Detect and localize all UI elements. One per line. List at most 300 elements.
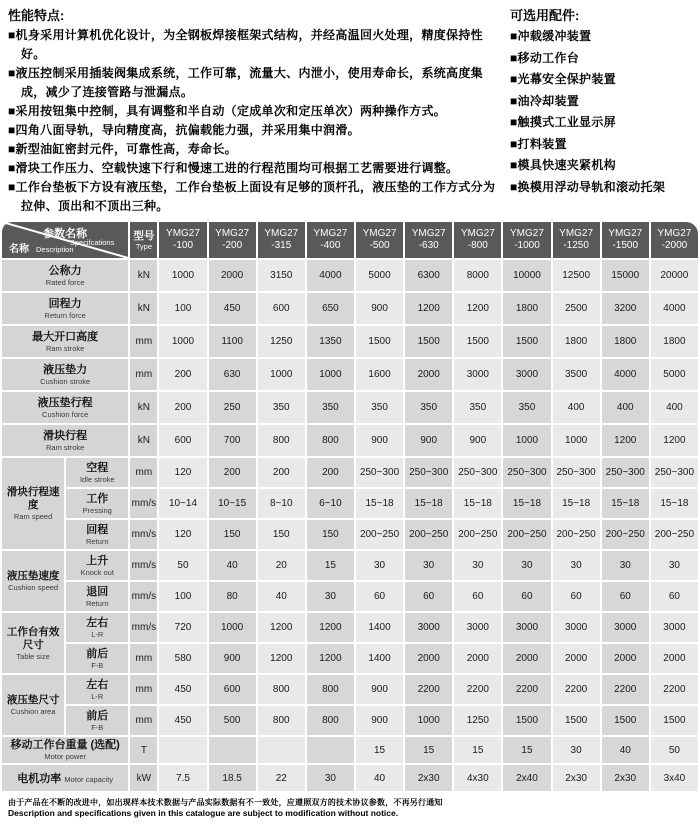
value-cell: 200~250 <box>553 520 600 549</box>
model-header <box>307 222 354 258</box>
value-cell: 3000 <box>602 613 649 642</box>
value-cell: 1400 <box>356 613 403 642</box>
value-cell: 350 <box>454 392 501 423</box>
value-cell: 40 <box>356 765 403 791</box>
model-prefix: YMG27 <box>559 228 594 239</box>
value-cell: 900 <box>356 706 403 735</box>
value-cell <box>258 737 305 763</box>
value-cell: 1000 <box>307 359 354 390</box>
table-row <box>2 582 698 611</box>
value-cell: 2500 <box>553 293 600 324</box>
value-cell: 6~10 <box>307 489 354 518</box>
value-cell: 800 <box>258 706 305 735</box>
value-cell: 15~18 <box>356 489 403 518</box>
value-cell: 7.5 <box>159 765 206 791</box>
row-label <box>66 458 128 487</box>
value-cell: 15 <box>503 737 550 763</box>
row-label <box>66 582 128 611</box>
value-cell: 1500 <box>651 706 698 735</box>
value-cell: 120 <box>159 520 206 549</box>
unit-cell: mm <box>130 359 157 390</box>
value-cell: 60 <box>454 582 501 611</box>
row-label <box>66 551 128 580</box>
row-label <box>66 520 128 549</box>
table-row <box>2 326 698 357</box>
unit-cell: mm/s <box>130 489 157 518</box>
value-cell: 1800 <box>503 293 550 324</box>
table-row <box>2 458 698 487</box>
value-cell: 450 <box>209 293 256 324</box>
value-cell: 2x30 <box>553 765 600 791</box>
value-cell: 1500 <box>405 326 452 357</box>
value-cell: 1800 <box>651 326 698 357</box>
value-cell: 450 <box>159 675 206 704</box>
model-size: -100 <box>172 240 193 251</box>
model-header <box>258 222 305 258</box>
model-header <box>651 222 698 258</box>
value-cell: 350 <box>258 392 305 423</box>
value-cell: 15000 <box>602 260 649 291</box>
value-cell: 1000 <box>405 706 452 735</box>
model-size: -1000 <box>514 240 540 251</box>
feature-item: ■滑块工作压力、空载快速下行和慢速工进的行程范围均可根据工艺需要进行调整。 <box>8 161 459 175</box>
value-cell: 1500 <box>602 706 649 735</box>
value-cell: 2x30 <box>602 765 649 791</box>
row-label-en: Cushion force <box>42 409 89 419</box>
value-cell: 200 <box>307 458 354 487</box>
value-cell: 1200 <box>602 425 649 456</box>
value-cell: 40 <box>209 551 256 580</box>
feature-item: ■工作台垫板下方设有液压垫，工作台垫板上面设有足够的顶杆孔，液压垫的工作方式分为拉伸、顶出和不顶出三种。 <box>8 180 496 213</box>
value-cell: 150 <box>258 520 305 549</box>
unit-cell: kN <box>130 392 157 423</box>
footer-note-en: Description and specifications given in this catalogue are subject to modification without notice. <box>8 808 399 818</box>
value-cell: 100 <box>159 293 206 324</box>
value-cell: 200~250 <box>651 520 698 549</box>
value-cell: 120 <box>159 458 206 487</box>
value-cell: 800 <box>307 706 354 735</box>
row-label-en: F-B <box>91 722 104 732</box>
model-prefix: YMG27 <box>510 228 544 239</box>
value-cell: 2000 <box>209 260 256 291</box>
value-cell: 15 <box>405 737 452 763</box>
value-cell: 6300 <box>405 260 452 291</box>
value-cell: 250~300 <box>405 458 452 487</box>
value-cell: 30 <box>651 551 698 580</box>
row-label-en: Pressing <box>82 505 112 515</box>
accessories-title: 可选用配件: <box>510 8 580 23</box>
value-cell: 450 <box>159 706 206 735</box>
row-label <box>2 326 128 357</box>
row-label-zh: 上升 <box>86 554 109 567</box>
group-label-zh: 工作台有效尺寸 <box>6 625 60 651</box>
model-size: -200 <box>222 240 243 251</box>
value-cell: 1500 <box>454 326 501 357</box>
value-cell: 12500 <box>553 260 600 291</box>
model-size: -500 <box>369 240 390 251</box>
value-cell: 30 <box>356 551 403 580</box>
model-header <box>159 222 206 258</box>
row-label-zh: 最大开口高度 <box>32 330 99 343</box>
features-section <box>8 6 496 216</box>
value-cell: 900 <box>405 425 452 456</box>
unit-cell: mm/s <box>130 582 157 611</box>
group-label-zh: 液压垫速度 <box>6 570 60 582</box>
value-cell: 200 <box>209 458 256 487</box>
row-label <box>66 644 128 673</box>
group-label-en: Ram speed <box>13 512 53 521</box>
model-prefix: YMG27 <box>460 228 495 239</box>
row-label-zh: 左右 <box>86 678 109 691</box>
value-cell <box>307 737 354 763</box>
model-header <box>356 222 403 258</box>
value-cell: 1350 <box>307 326 354 357</box>
value-cell: 20 <box>258 551 305 580</box>
value-cell: 30 <box>553 737 600 763</box>
accessory-item: ■打料装置 <box>510 136 567 151</box>
value-cell: 900 <box>209 644 256 673</box>
value-cell: 800 <box>307 425 354 456</box>
value-cell: 400 <box>651 392 698 423</box>
value-cell: 2000 <box>553 644 600 673</box>
header-row <box>2 222 698 258</box>
group-label-zh: 滑块行程速度 <box>6 486 60 511</box>
row-label <box>66 706 128 735</box>
value-cell: 1500 <box>553 706 600 735</box>
model-size: -800 <box>467 240 488 251</box>
unit-cell: kN <box>130 425 157 456</box>
row-label <box>2 359 128 390</box>
value-cell: 3000 <box>553 613 600 642</box>
unit-cell: kW <box>130 765 157 791</box>
accessory-item: ■触摸式工业显示屏 <box>510 115 616 129</box>
value-cell: 15~18 <box>405 489 452 518</box>
table-row <box>2 392 698 423</box>
row-label-zh: 左右 <box>86 616 109 629</box>
table-head <box>2 222 698 258</box>
value-cell: 720 <box>159 613 206 642</box>
table-body <box>2 260 698 791</box>
features-title: 性能特点: <box>8 8 65 23</box>
value-cell: 30 <box>307 765 354 791</box>
row-label-en: Motor capacity <box>64 775 114 784</box>
value-cell: 30 <box>307 582 354 611</box>
value-cell: 1800 <box>553 326 600 357</box>
row-label <box>2 260 128 291</box>
value-cell: 3000 <box>454 613 501 642</box>
row-label-zh: 退回 <box>86 585 109 598</box>
value-cell: 2000 <box>602 644 649 673</box>
group-label-en: Cushion area <box>10 707 56 716</box>
value-cell: 600 <box>258 293 305 324</box>
value-cell: 60 <box>405 582 452 611</box>
row-label-en: Knock out <box>80 567 114 577</box>
value-cell: 1200 <box>307 613 354 642</box>
accessory-item: ■换模用浮动导轨和滚动托架 <box>510 179 666 194</box>
value-cell: 600 <box>209 675 256 704</box>
table-row <box>2 489 698 518</box>
unit-cell: mm <box>130 326 157 357</box>
top-section <box>0 0 700 216</box>
spec-table <box>0 220 700 793</box>
value-cell: 60 <box>553 582 600 611</box>
table-row <box>2 260 698 291</box>
value-cell: 30 <box>405 551 452 580</box>
value-cell: 4000 <box>651 293 698 324</box>
row-label-zh: 前后 <box>86 709 109 722</box>
value-cell: 3000 <box>651 613 698 642</box>
value-cell: 630 <box>209 359 256 390</box>
value-cell: 1500 <box>503 706 550 735</box>
model-prefix: YMG27 <box>362 228 397 239</box>
value-cell: 1800 <box>602 326 649 357</box>
row-label <box>2 765 128 791</box>
value-cell: 350 <box>405 392 452 423</box>
value-cell: 15~18 <box>503 489 550 518</box>
value-cell: 150 <box>209 520 256 549</box>
value-cell: 1000 <box>258 359 305 390</box>
value-cell <box>159 737 206 763</box>
value-cell: 3500 <box>553 359 600 390</box>
value-cell: 200~250 <box>454 520 501 549</box>
value-cell: 60 <box>651 582 698 611</box>
value-cell: 8~10 <box>258 489 305 518</box>
unit-cell: T <box>130 737 157 763</box>
table-row <box>2 706 698 735</box>
value-cell: 10~15 <box>209 489 256 518</box>
value-cell: 2x30 <box>405 765 452 791</box>
value-cell: 2200 <box>454 675 501 704</box>
value-cell: 1250 <box>454 706 501 735</box>
corner-label-en: Specifcations <box>69 238 115 247</box>
value-cell: 800 <box>258 425 305 456</box>
row-label-zh: 公称力 <box>48 264 82 277</box>
value-cell: 1000 <box>159 260 206 291</box>
value-cell: 3000 <box>503 613 550 642</box>
value-cell: 2000 <box>405 359 452 390</box>
model-prefix: YMG27 <box>608 228 643 239</box>
features-list <box>8 26 496 216</box>
row-label-en: L-R <box>91 691 104 701</box>
group-label <box>2 551 64 611</box>
value-cell: 5000 <box>356 260 403 291</box>
table-row <box>2 551 698 580</box>
value-cell: 2200 <box>503 675 550 704</box>
accessory-item: ■光幕安全保护装置 <box>510 72 616 86</box>
value-cell: 150 <box>307 520 354 549</box>
corner-header <box>2 222 128 258</box>
feature-item: ■四角八面导轨，导向精度高，抗偏载能力强，并采用集中润滑。 <box>8 123 360 137</box>
row-label-en: Return <box>86 536 109 546</box>
accessories-section <box>496 6 694 216</box>
row-label-zh: 液压垫行程 <box>37 396 93 409</box>
value-cell: 250~300 <box>356 458 403 487</box>
value-cell: 10000 <box>503 260 550 291</box>
value-cell: 3000 <box>503 359 550 390</box>
value-cell: 350 <box>307 392 354 423</box>
row-label-zh: 移动工作台重量 (选配) <box>10 739 120 751</box>
value-cell: 2000 <box>651 644 698 673</box>
model-header <box>553 222 600 258</box>
row-label-en: Return <box>86 598 109 608</box>
value-cell: 350 <box>503 392 550 423</box>
value-cell: 18.5 <box>209 765 256 791</box>
value-cell: 350 <box>356 392 403 423</box>
row-label-en: Return force <box>44 310 86 320</box>
corner-label-zh: 参数名称 <box>43 228 88 240</box>
value-cell: 15~18 <box>602 489 649 518</box>
accessory-item: ■移动工作台 <box>510 50 580 65</box>
group-label <box>2 675 64 735</box>
value-cell: 15 <box>454 737 501 763</box>
value-cell: 250 <box>209 392 256 423</box>
value-cell: 80 <box>209 582 256 611</box>
row-label <box>66 489 128 518</box>
feature-item: ■机身采用计算机优化设计，为全钢板焊接框架式结构，并经高温回火处理，精度保持性好。 <box>8 28 483 61</box>
row-label-zh: 回程 <box>86 523 109 536</box>
value-cell: 15 <box>307 551 354 580</box>
group-label <box>2 613 64 673</box>
feature-item: ■新型油缸密封元件，可靠性高，寿命长。 <box>8 142 237 156</box>
value-cell: 400 <box>553 392 600 423</box>
value-cell: 2200 <box>651 675 698 704</box>
row-label-en: Motor power <box>44 752 87 761</box>
model-prefix: YMG27 <box>313 228 348 239</box>
group-label-zh: 液压垫尺寸 <box>6 694 60 706</box>
value-cell: 3000 <box>405 613 452 642</box>
value-cell: 2200 <box>602 675 649 704</box>
value-cell: 600 <box>159 425 206 456</box>
value-cell: 1500 <box>356 326 403 357</box>
value-cell: 2200 <box>405 675 452 704</box>
value-cell: 580 <box>159 644 206 673</box>
value-cell: 15 <box>356 737 403 763</box>
row-label-zh: 电机功率 <box>17 773 65 785</box>
value-cell: 250~300 <box>454 458 501 487</box>
value-cell: 2000 <box>405 644 452 673</box>
model-header <box>602 222 649 258</box>
value-cell: 250~300 <box>503 458 550 487</box>
row-label-zh: 前后 <box>86 647 109 660</box>
unit-cell: kN <box>130 260 157 291</box>
value-cell: 30 <box>503 551 550 580</box>
value-cell: 3200 <box>602 293 649 324</box>
row-label-en: L-R <box>91 629 104 639</box>
unit-cell: mm <box>130 644 157 673</box>
row-label-zh: 液压垫力 <box>43 363 88 376</box>
value-cell: 50 <box>159 551 206 580</box>
row-label <box>2 293 128 324</box>
footer-note <box>0 793 700 819</box>
group-label <box>2 458 64 549</box>
unit-cell: mm <box>130 675 157 704</box>
row-label-en: Idle stroke <box>79 474 115 484</box>
value-cell: 8000 <box>454 260 501 291</box>
value-cell: 250~300 <box>553 458 600 487</box>
model-size: -1500 <box>612 240 639 251</box>
model-header <box>209 222 256 258</box>
value-cell: 900 <box>356 293 403 324</box>
row-label <box>2 392 128 423</box>
value-cell: 2x40 <box>503 765 550 791</box>
value-cell: 1000 <box>209 613 256 642</box>
value-cell: 1400 <box>356 644 403 673</box>
value-cell: 650 <box>307 293 354 324</box>
value-cell: 200~250 <box>503 520 550 549</box>
value-cell: 200~250 <box>405 520 452 549</box>
value-cell: 900 <box>356 425 403 456</box>
value-cell: 1000 <box>503 425 550 456</box>
value-cell: 15~18 <box>553 489 600 518</box>
row-label-en: Rated force <box>45 277 85 287</box>
row-label <box>66 613 128 642</box>
value-cell: 400 <box>602 392 649 423</box>
value-cell: 22 <box>258 765 305 791</box>
value-cell: 250~300 <box>602 458 649 487</box>
value-cell: 2000 <box>454 644 501 673</box>
value-cell: 1200 <box>307 644 354 673</box>
feature-item: ■采用按钮集中控制，具有调整和半自动（定成单次和定压单次）两种操作方式。 <box>8 104 447 118</box>
row-label <box>2 737 128 763</box>
model-header <box>454 222 501 258</box>
model-size: -1250 <box>563 240 589 251</box>
value-cell: 250~300 <box>651 458 698 487</box>
value-cell: 5000 <box>651 359 698 390</box>
accessory-item: ■油冷却装置 <box>510 93 580 108</box>
model-prefix: YMG27 <box>166 228 200 239</box>
value-cell: 3150 <box>258 260 305 291</box>
group-label-en: Cushion speed <box>8 583 59 592</box>
value-cell: 200 <box>159 359 206 390</box>
value-cell: 1200 <box>405 293 452 324</box>
value-cell: 200 <box>159 392 206 423</box>
value-cell: 10~14 <box>159 489 206 518</box>
value-cell: 30 <box>454 551 501 580</box>
value-cell: 3x40 <box>651 765 698 791</box>
value-cell: 1200 <box>454 293 501 324</box>
value-cell: 4000 <box>602 359 649 390</box>
type-column-header <box>130 222 157 258</box>
feature-item: ■液压控制采用插装阀集成系统，工作可靠，流量大、内泄小，使用寿命长，系统高度集成，减少了连接管路与泄漏点。 <box>8 66 483 99</box>
value-cell: 1250 <box>258 326 305 357</box>
model-size: -630 <box>418 240 439 251</box>
table-row <box>2 613 698 642</box>
value-cell: 2200 <box>553 675 600 704</box>
value-cell: 1100 <box>209 326 256 357</box>
unit-cell: mm <box>130 458 157 487</box>
unit-cell: mm/s <box>130 520 157 549</box>
value-cell: 800 <box>258 675 305 704</box>
value-cell: 1000 <box>159 326 206 357</box>
corner-sublabel-en: Description <box>36 245 74 254</box>
table-row <box>2 359 698 390</box>
model-prefix: YMG27 <box>264 228 299 239</box>
table-row <box>2 520 698 549</box>
model-prefix: YMG27 <box>657 228 692 239</box>
model-size: -400 <box>320 240 341 251</box>
value-cell: 100 <box>159 582 206 611</box>
footer-note-zh: 由于产品在不断的改进中，如出现样本技术数据与产品实际数据有不一致处，应遵照双方的技术协议参数，不再另行通知 <box>8 798 443 807</box>
value-cell: 1200 <box>258 644 305 673</box>
row-label-en: Cushion stroke <box>40 376 91 386</box>
value-cell <box>209 737 256 763</box>
unit-cell: mm/s <box>130 613 157 642</box>
accessory-item: ■冲载缓冲装置 <box>510 29 592 43</box>
table-row <box>2 644 698 673</box>
accessory-item: ■模具快速夹紧机构 <box>510 158 616 172</box>
value-cell: 4000 <box>307 260 354 291</box>
corner-sublabel-zh: 名称 <box>9 244 29 255</box>
